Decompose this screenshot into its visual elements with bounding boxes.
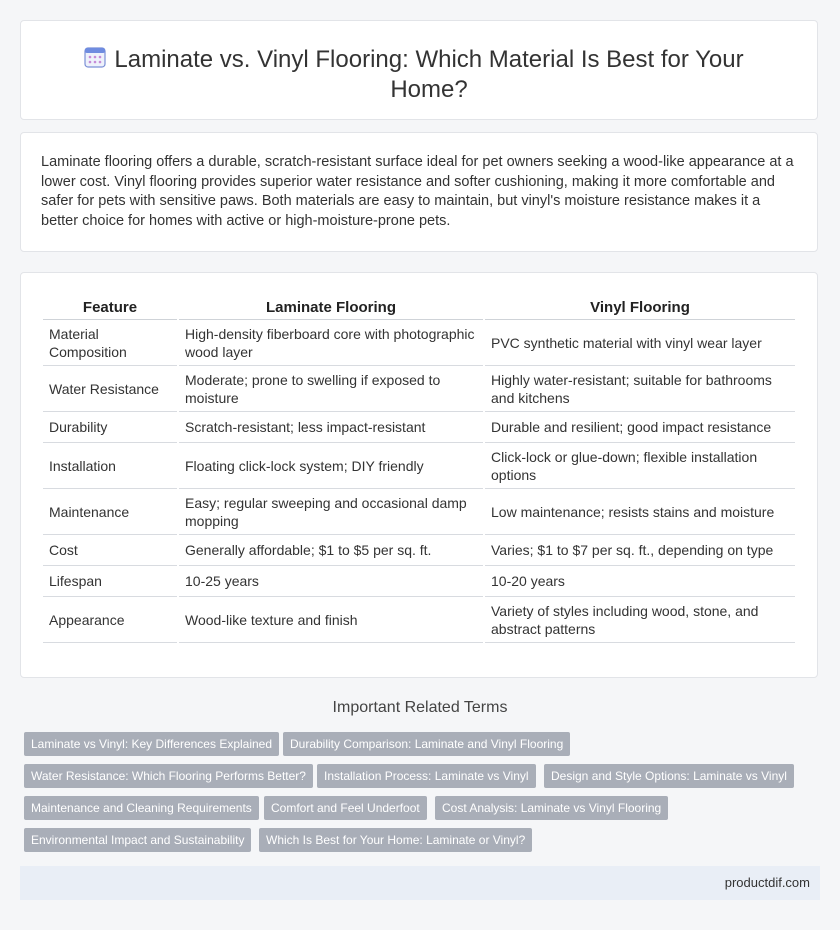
feature-cell: Installation [43,443,177,489]
vinyl-cell: 10-20 years [485,566,795,597]
table-row [43,443,795,489]
related-tag[interactable]: Cost Analysis: Laminate vs Vinyl Flooring [435,796,668,820]
comparison-table [41,293,797,643]
vinyl-cell: Click-lock or glue-down; flexible installation options [485,443,795,489]
laminate-cell: Moderate; prone to swelling if exposed to moisture [179,366,483,412]
related-tag[interactable]: Design and Style Options: Laminate vs Vinyl [544,764,794,788]
table-row [43,489,795,535]
feature-cell: Durability [43,412,177,443]
table-row [43,535,795,566]
vinyl-cell: Varies; $1 to $7 per sq. ft., depending on type [485,535,795,566]
comparison-card [20,272,818,678]
related-tag[interactable]: Maintenance and Cleaning Requirements [24,796,259,820]
laminate-cell: Generally affordable; $1 to $5 per sq. ft. [179,535,483,566]
table-row [43,412,795,443]
vinyl-cell: PVC synthetic material with vinyl wear layer [485,320,795,366]
related-terms-title: Important Related Terms [332,699,508,716]
table-row [43,566,795,597]
feature-cell: Lifespan [43,566,177,597]
vinyl-cell: Variety of styles including wood, stone, and abstract patterns [485,597,795,643]
intro-paragraph: Laminate flooring offers a durable, scratch-resistant surface ideal for pet owners seeking a wood-like appearance at a lower cost. Vinyl flooring provides superior water resistance and softer cushioning, making it more comfortable and safer for pets with sensitive paws. Both materials are easy to maintain, but vinyl's moisture resistance makes it a better choice for homes with active or high-moisture-prone pets. [41,154,794,229]
laminate-cell: 10-25 years [179,566,483,597]
feature-cell: Water Resistance [43,366,177,412]
header-feature: Feature [43,293,177,320]
laminate-cell: High-density fiberboard core with photographic wood layer [179,320,483,366]
laminate-cell: Easy; regular sweeping and occasional damp mopping [179,489,483,535]
laminate-cell: Scratch-resistant; less impact-resistant [179,412,483,443]
related-tag[interactable]: Environmental Impact and Sustainability [24,828,251,852]
table-header-row [43,293,795,320]
feature-cell: Cost [43,535,177,566]
table-row [43,366,795,412]
vinyl-cell: Low maintenance; resists stains and moisture [485,489,795,535]
feature-cell: Appearance [43,597,177,643]
related-tag[interactable]: Which Is Best for Your Home: Laminate or Vinyl? [259,828,532,852]
table-row [43,597,795,643]
related-tag[interactable]: Laminate vs Vinyl: Key Differences Explained [24,732,279,756]
header-laminate: Laminate Flooring [179,293,483,320]
related-tag[interactable]: Water Resistance: Which Flooring Performs Better? [24,764,313,788]
header-card [20,20,818,120]
related-tag[interactable]: Installation Process: Laminate vs Vinyl [317,764,536,788]
footer-site-link[interactable]: productdif.com [724,875,810,890]
related-tag[interactable]: Durability Comparison: Laminate and Vinyl Flooring [283,732,570,756]
vinyl-cell: Durable and resilient; good impact resistance [485,412,795,443]
laminate-cell: Floating click-lock system; DIY friendly [179,443,483,489]
page-title: Laminate vs. Vinyl Flooring: Which Material Is Best for Your Home? [114,46,744,103]
laminate-cell: Wood-like texture and finish [179,597,483,643]
feature-cell: Material Composition [43,320,177,366]
related-tag[interactable]: Comfort and Feel Underfoot [264,796,427,820]
table-row [43,320,795,366]
vinyl-cell: Highly water-resistant; suitable for bathrooms and kitchens [485,366,795,412]
header-vinyl: Vinyl Flooring [485,293,795,320]
intro-card [20,132,818,252]
feature-cell: Maintenance [43,489,177,535]
footer [20,866,820,900]
